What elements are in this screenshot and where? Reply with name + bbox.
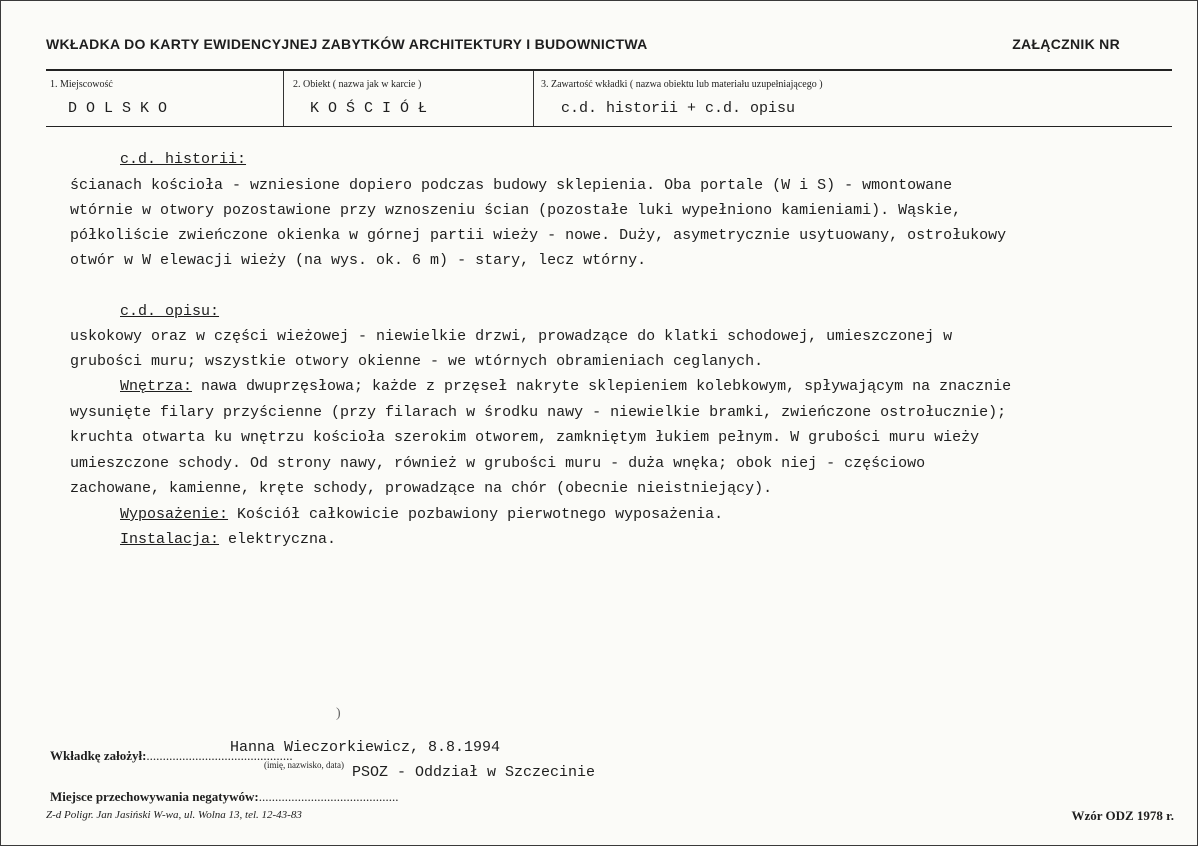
interior-line: umieszczone schody. Od strony nawy, również w grubości muru - duża wnęka; obok niej - częściowo bbox=[70, 455, 926, 472]
storage-field bbox=[50, 789, 398, 805]
object-label: 2. Obiekt ( nazwa jak w karcie ) bbox=[293, 79, 422, 90]
description-heading: c.d. opisu: bbox=[120, 303, 220, 320]
history-line: otwór w W elewacji wieży (na wys. ok. 6 m) - stary, lecz wtórny. bbox=[70, 252, 647, 269]
annex-number-label: ZAŁĄCZNIK NR bbox=[1012, 36, 1120, 52]
storage-value: PSOZ - Oddział w Szczecinie bbox=[352, 764, 596, 781]
content-value: c.d. historii + c.d. opisu bbox=[561, 100, 796, 117]
interior-label: Wnętrza: bbox=[120, 378, 193, 395]
pencil-mark: ) bbox=[336, 706, 341, 721]
history-line: ścianach kościoła - wzniesione dopiero podczas budowy sklepienia. Oba portale (W i S) - wmontowane bbox=[70, 177, 953, 194]
field-separator bbox=[283, 71, 284, 127]
installation-paragraph bbox=[120, 527, 336, 553]
author-dots: ............................................. bbox=[146, 748, 293, 763]
history-heading: c.d. historii: bbox=[120, 151, 247, 168]
installation-text: elektryczna. bbox=[219, 531, 337, 548]
locality-label: 1. Miejscowość bbox=[50, 79, 113, 90]
equipment-paragraph bbox=[120, 502, 723, 528]
author-value: Hanna Wieczorkiewicz, 8.8.1994 bbox=[230, 739, 501, 756]
interior-text: nawa dwuprzęsłowa; każde z przęseł nakryte sklepieniem kolebkowym, spływającym na znacznie bbox=[192, 378, 1012, 395]
equipment-label: Wyposażenie: bbox=[120, 506, 229, 523]
form-id: Wzór ODZ 1978 r. bbox=[1071, 808, 1174, 823]
storage-dots: ........................................... bbox=[258, 789, 399, 804]
storage-label: Miejsce przechowywania negatywów: bbox=[50, 789, 259, 804]
header-rule bbox=[46, 69, 1172, 71]
printer-imprint: Z-d Poligr. Jan Jasiński W-wa, ul. Wolna 13, tel. 12-43-83 bbox=[46, 809, 302, 821]
locality-value: DOLSKO bbox=[68, 100, 177, 117]
description-line: uskokowy oraz w części wieżowej - niewielkie drzwi, prowadzące do klatki schodowej, umieszczonej w bbox=[70, 328, 953, 345]
interior-line: kruchta otwarta ku wnętrzu kościoła szerokim otworem, zamkniętym łukiem pełnym. W grubości muru wieży bbox=[70, 429, 980, 446]
form-title: WKŁADKA DO KARTY EWIDENCYJNEJ ZABYTKÓW ARCHITEKTURY I BUDOWNICTWA bbox=[46, 36, 648, 52]
fields-rule bbox=[46, 126, 1172, 127]
content-label: 3. Zawartość wkładki ( nazwa obiektu lub materiału uzupełniającego ) bbox=[541, 79, 823, 90]
interior-paragraph-start bbox=[120, 374, 1011, 400]
object-value: KOŚCIÓŁ bbox=[310, 100, 437, 117]
history-line: wtórnie w otwory pozostawione przy wznoszeniu ścian (pozostałe luki wypełniono kamieniami). Wąskie, bbox=[70, 202, 962, 219]
interior-line: zachowane, kamienne, kręte schody, prowadzące na chór (obecnie nieistniejący). bbox=[70, 480, 773, 497]
description-line: grubości muru; wszystkie otwory okienne - we wtórnych obramieniach ceglanych. bbox=[70, 353, 764, 370]
installation-label: Instalacja: bbox=[120, 531, 220, 548]
history-line: półkoliście zwieńczone okienka w górnej partii wieży - nowe. Duży, asymetrycznie usytuowany, ostrołukowy bbox=[70, 227, 1007, 244]
interior-line: wysunięte filary przyścienne (przy filarach w środku nawy - niewielkie bramki, zwieńczone ostrołucznie); bbox=[70, 404, 1007, 421]
author-label: Wkładkę założył: bbox=[50, 748, 147, 763]
equipment-text: Kościół całkowicie pozbawiony pierwotnego wyposażenia. bbox=[228, 506, 724, 523]
field-separator bbox=[533, 71, 534, 127]
author-caption: (imię, nazwisko, data) bbox=[264, 760, 344, 770]
